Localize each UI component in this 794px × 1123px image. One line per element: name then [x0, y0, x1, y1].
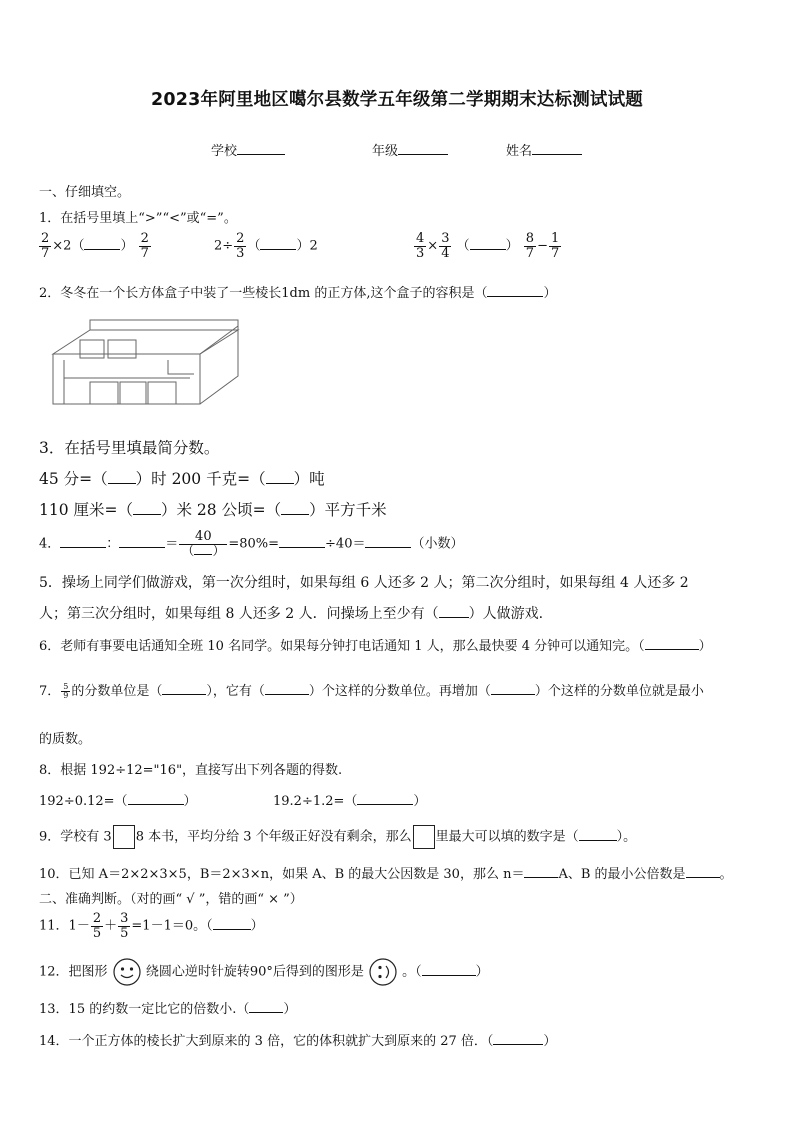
- answer-blank[interactable]: [279, 547, 325, 548]
- question-12: 12．把图形 绕圆心逆时针旋转90°后得到的图形是 。（ ）: [39, 957, 489, 987]
- answer-blank[interactable]: [365, 547, 411, 548]
- answer-blank[interactable]: [60, 547, 106, 548]
- answer-blank[interactable]: [213, 929, 251, 930]
- question-8b: 19.2÷1.2=（ ）: [273, 794, 427, 809]
- fraction: $\frac{2}{7}$: [140, 231, 149, 261]
- question-7-line-1: 7． $\frac{5}{9}$ 的分数单位是（ ），它有（ ）个这样的分数单位。再增加（ ）个这样的分数单位就是最小: [39, 681, 704, 700]
- question-1-text: 1．在括号里填上“>”“<”或“=”。: [39, 211, 237, 226]
- fraction: $\frac{3}{5}$: [120, 911, 129, 941]
- answer-blank[interactable]: [524, 877, 558, 878]
- fraction: $\frac{2}{3}$: [236, 231, 245, 261]
- page-title: 2023年阿里地区噶尔县数学五年级第二学期期末达标测试试题: [150, 90, 643, 110]
- answer-blank[interactable]: [281, 514, 309, 515]
- school-label: 学校: [211, 144, 238, 159]
- fraction: $\frac{2}{5}$: [92, 911, 102, 941]
- answer-blank[interactable]: [645, 649, 699, 650]
- question-5-line-2: 人；第三次分组时，如果每组 8 人还多 2 人．问操场上至少有（ ）人做游戏.: [39, 606, 544, 622]
- question-9: 9．学校有 3 8 本书，平均分给 3 个年级正好没有剩余，那么 里最大可以填的数字是（ ）。: [39, 825, 636, 849]
- section-2-heading: 二、准确判断。（对的画“ √ ”，错的画“ × ”）: [39, 892, 303, 907]
- question-2: 2．冬冬在一个长方体盒子中装了一些棱长1dm 的正方体,这个盒子的容积是（ ）: [39, 286, 557, 301]
- answer-blank[interactable]: [194, 554, 212, 555]
- answer-blank[interactable]: [491, 694, 535, 695]
- question-8-text: 8．根据 192÷12="16"，直接写出下列各题的得数.: [39, 763, 343, 778]
- name-label: 姓名: [506, 144, 533, 159]
- fraction: $\frac{4}{3}$: [416, 231, 425, 261]
- name-field[interactable]: [506, 140, 582, 159]
- fraction: $\frac{40}{( )}$: [181, 529, 226, 559]
- answer-blank[interactable]: [487, 296, 543, 297]
- question-14: 14．一个正方体的棱长扩大到原来的 3 倍，它的体积就扩大到原来的 27 倍．（ ）: [39, 1034, 557, 1049]
- name-blank[interactable]: [532, 154, 582, 155]
- grade-field[interactable]: [372, 140, 448, 159]
- box-figure: [50, 316, 244, 410]
- answer-blank[interactable]: [128, 804, 184, 805]
- question-4: 4． ： ＝ $\frac{40}{( )}$ =80%= ÷40＝ （小数）: [39, 529, 464, 559]
- school-blank[interactable]: [237, 154, 285, 155]
- question-13: 13．15 的约数一定比它的倍数小.（ ）: [39, 1002, 297, 1017]
- grade-label: 年级: [372, 144, 399, 159]
- fraction: $\frac{3}{4}$: [441, 231, 450, 261]
- fraction: $\frac{8}{7}$: [525, 231, 535, 261]
- question-8a: 192÷0.12=（ ）: [39, 794, 197, 809]
- question-7-line-2: 的质数。: [39, 732, 92, 747]
- smiley-face-icon: [112, 957, 142, 987]
- answer-blank[interactable]: [162, 694, 206, 695]
- question-6: 6．老师有事要电话通知全班 10 名同学。如果每分钟打电话通知 1 人，那么最快要 4 分钟可以通知完。（ ）: [39, 639, 712, 654]
- answer-blank[interactable]: [493, 1044, 543, 1045]
- answer-blank[interactable]: [84, 249, 120, 250]
- question-3-line-1: 45 分=（ ）时 200 千克=（ ）吨: [39, 470, 325, 488]
- school-field[interactable]: [211, 140, 285, 159]
- answer-blank[interactable]: [265, 694, 309, 695]
- answer-blank[interactable]: [422, 975, 476, 976]
- fraction: $\frac{1}{7}$: [550, 231, 560, 261]
- rotated-smiley-icon: [368, 957, 398, 987]
- answer-blank[interactable]: [249, 1012, 283, 1013]
- digit-box[interactable]: [113, 825, 135, 849]
- fraction: $\frac{2}{7}$: [41, 231, 50, 261]
- question-11: 11．1－ $\frac{2}{5}$ ＋ $\frac{3}{5}$ =1－1＝0。（ ）: [39, 911, 264, 941]
- answer-blank[interactable]: [357, 804, 413, 805]
- answer-blank[interactable]: [266, 483, 294, 484]
- question-1a: $\frac{2}{7}$ ×2（ ） $\frac{2}{7}$: [41, 231, 149, 261]
- question-1c: $\frac{4}{3}$ × $\frac{3}{4}$ （ ） $\frac{8}{7}$ − $\frac{1}{7}$: [416, 231, 560, 261]
- answer-blank[interactable]: [439, 617, 469, 618]
- answer-blank[interactable]: [260, 249, 296, 250]
- grade-blank[interactable]: [398, 154, 448, 155]
- answer-blank[interactable]: [579, 840, 617, 841]
- section-1-heading: 一、仔细填空。: [39, 185, 131, 200]
- digit-box[interactable]: [413, 825, 435, 849]
- answer-blank[interactable]: [133, 514, 161, 515]
- question-3-text: 3．在括号里填最简分数。: [39, 439, 220, 457]
- answer-blank[interactable]: [119, 547, 165, 548]
- question-1b: 2÷ $\frac{2}{3}$ （ ）2: [214, 231, 318, 261]
- answer-blank[interactable]: [470, 249, 506, 250]
- question-3-line-2: 110 厘米=（ ）米 28 公顷=（ ）平方千米: [39, 501, 387, 519]
- question-5-line-1: 5．操场上同学们做游戏，第一次分组时，如果每组 6 人还多 2 人；第二次分组时，如果每组 4 人还多 2: [39, 575, 689, 591]
- answer-blank[interactable]: [686, 877, 720, 878]
- fraction: $\frac{5}{9}$: [63, 681, 69, 700]
- answer-blank[interactable]: [108, 483, 136, 484]
- question-10: 10．已知 A＝2×2×3×5，B＝2×3×n，如果 A、B 的最大公因数是 30，那么 n＝ A、B 的最小公倍数是 。: [39, 867, 733, 882]
